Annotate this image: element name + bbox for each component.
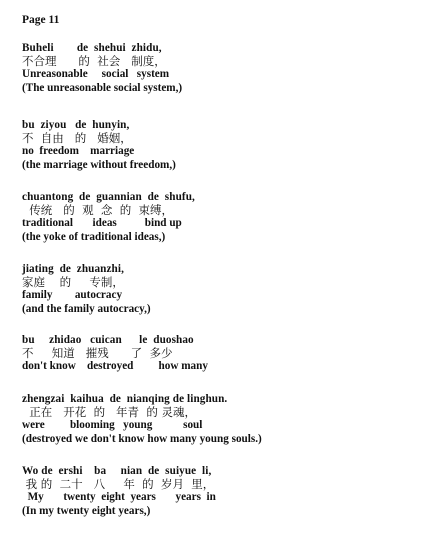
pinyin-line: Buheli de shehui zhidu,	[22, 42, 162, 54]
pinyin-line: Wo de ershi ba nian de suiyue li,	[22, 465, 212, 477]
hanzi-line: 正在 开花 的 年青 的 灵魂，	[22, 405, 197, 420]
translation-line: (the marriage without freedom,)	[22, 158, 176, 171]
stanza-5	[22, 334, 422, 374]
translation-line: (The unreasonable social system,)	[22, 81, 183, 94]
pinyin-line: jiating de zhuanzhi,	[22, 263, 124, 275]
translation-line: (the yoke of traditional ideas,)	[22, 230, 166, 243]
stanza-7	[22, 465, 422, 518]
hanzi-line: 家庭 的 专制，	[22, 275, 124, 290]
pinyin-line: zhengzai kaihua de nianqing de linghun.	[22, 393, 228, 405]
english-gloss-line: My twenty eight years years in	[22, 491, 216, 504]
translation-line: (In my twenty eight years,)	[22, 504, 151, 517]
translation-line: (and the family autocracy,)	[22, 302, 151, 315]
pinyin-line: bu zhidao cuican le duoshao	[22, 334, 194, 346]
pinyin-line: bu ziyou de hunyin,	[22, 119, 130, 131]
pinyin-line: chuantong de guannian de shufu,	[22, 191, 195, 203]
stanza-1	[22, 42, 422, 95]
english-gloss-line: no freedom marriage	[22, 145, 135, 158]
hanzi-line: 传统 的 观 念 的 束缚，	[22, 203, 174, 218]
hanzi-line: 不合理 的 社会 制度，	[22, 54, 166, 69]
page-number-label: Page 11	[22, 14, 60, 26]
english-gloss-line: were blooming young soul	[22, 419, 203, 432]
english-gloss-line: Unreasonable social system	[22, 68, 170, 81]
stanza-2	[22, 119, 422, 172]
stanza-3	[22, 191, 422, 244]
english-gloss-line: don't know destroyed how many	[22, 360, 208, 373]
hanzi-line: 不 知道 摧残 了 多少	[22, 346, 173, 361]
english-gloss-line: family autocracy	[22, 289, 123, 302]
translation-line: (destroyed we don't know how many young souls.)	[22, 432, 262, 445]
stanza-6	[22, 393, 422, 446]
stanza-4	[22, 263, 422, 316]
hanzi-line: 不 自由 的 婚姻，	[22, 131, 132, 146]
hanzi-line: 我 的 二十 八 年 的 岁月 里，	[22, 477, 215, 492]
english-gloss-line: traditional ideas bind up	[22, 217, 182, 230]
